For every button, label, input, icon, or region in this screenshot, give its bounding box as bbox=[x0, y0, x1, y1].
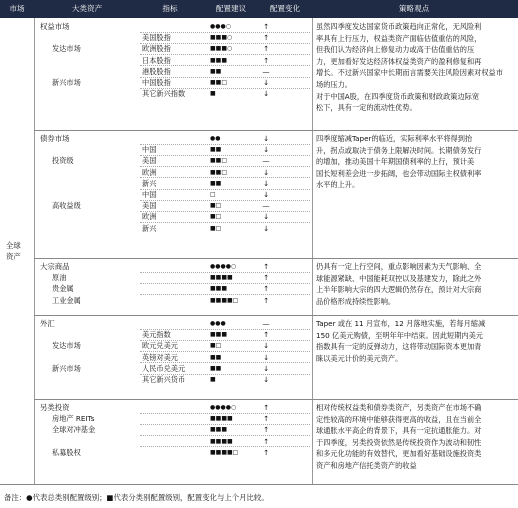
sub-asset-class: 私募股权 bbox=[52, 447, 81, 457]
strategy-view-line: Taper 或在 11 月宣布，12 月落地实施，若每月缩减 bbox=[316, 319, 486, 328]
strategy-view-line: 150 亿美元购债，至明年年中结束。因此短期内美元 bbox=[316, 330, 483, 340]
sub-asset-class: 发达市场 bbox=[52, 341, 81, 351]
indicator: 美国股指 bbox=[142, 33, 171, 43]
strategy-view-line: 松下，具有一定的流动性优势。 bbox=[316, 103, 417, 113]
allocation-level: ■■■■ bbox=[210, 437, 233, 445]
indicator: 新兴 bbox=[142, 223, 157, 233]
allocation-level: ■□ bbox=[210, 202, 222, 210]
market-label-line: 资产 bbox=[6, 252, 21, 261]
indicator: 美国 bbox=[142, 156, 157, 166]
strategy-view-line: 仍具有一定上行空间，重点影响因素为天气影响、全 bbox=[316, 262, 482, 271]
market-label bbox=[6, 240, 30, 262]
allocation-level: ■□ bbox=[210, 342, 222, 350]
strategy-view-line: 四季度缩减Taper的临近，实际利率水平将得到抬 bbox=[316, 134, 473, 143]
strategy-view-line: 但我们认为经济向上修复动力或高于估值重估的压 bbox=[316, 45, 475, 55]
indicator: 美元指数 bbox=[142, 330, 171, 340]
indicator: 欧洲 bbox=[142, 167, 157, 177]
indicator: 美国 bbox=[142, 201, 157, 211]
row-separator bbox=[140, 144, 310, 145]
change-indicator: ↑ bbox=[262, 425, 270, 435]
indicator: 其它新兴指数 bbox=[142, 89, 186, 99]
change-indicator: ↑ bbox=[262, 330, 270, 340]
header-view: 策略观点 bbox=[398, 4, 430, 13]
sub-asset-class: 新兴市场 bbox=[52, 363, 81, 373]
strategy-view-line: 率具有上行压力，权益类资产面临估值重估的风险， bbox=[316, 33, 482, 43]
indicator: 其它新兴货币 bbox=[142, 375, 186, 384]
strategy-view-line: 睐以美元计价的美元资产。 bbox=[316, 353, 403, 363]
header-market: 市场 bbox=[9, 4, 25, 13]
allocation-level: ■■■○ bbox=[210, 45, 233, 53]
strategy-view-line: 指数具有一定的反弹动力，这将带动国际资本更加青 bbox=[316, 342, 482, 352]
change-indicator: ↑ bbox=[262, 273, 270, 283]
change-indicator: ↑ bbox=[262, 44, 270, 54]
section-title: 大宗商品 bbox=[40, 262, 70, 271]
allocation-level: ■□ bbox=[210, 224, 222, 232]
allocation-level: ■ bbox=[210, 376, 216, 383]
indicator: 新兴 bbox=[142, 178, 157, 188]
col-divider bbox=[312, 18, 313, 484]
change-indicator: ↓ bbox=[262, 352, 270, 362]
change-indicator: ↓ bbox=[262, 167, 270, 177]
header-asset-class: 大类资产 bbox=[71, 4, 103, 13]
allocation-level: ■■□ bbox=[210, 168, 228, 176]
section-divider bbox=[34, 315, 518, 316]
table-header bbox=[0, 0, 518, 18]
strategy-view-line: 水平的上升。 bbox=[316, 180, 360, 190]
strategy-view bbox=[316, 402, 514, 472]
change-indicator: ↓ bbox=[262, 375, 270, 384]
change-indicator: ↑ bbox=[262, 295, 270, 305]
sub-asset-class: 房地产 REITs bbox=[52, 414, 95, 424]
strategy-view-line: 品价格形成持续性影响。 bbox=[316, 296, 396, 306]
change-indicator: ↑ bbox=[262, 33, 270, 43]
table-bottom-border bbox=[0, 484, 518, 485]
section-divider bbox=[34, 130, 518, 131]
indicator: 英镑对美元 bbox=[142, 352, 178, 362]
allocation-level: ■■■ bbox=[210, 331, 228, 339]
strategy-view-line: 球通胀水平高企的背景下，具有一定抗通胀能力。对 bbox=[316, 426, 482, 436]
allocation-level: ■■ bbox=[210, 67, 222, 75]
change-indicator: ↑ bbox=[262, 414, 270, 424]
row-separator bbox=[140, 200, 310, 201]
allocation-level: ■■■■□ bbox=[210, 448, 239, 456]
allocation-level: ■ bbox=[210, 90, 216, 98]
sub-asset-class: 高收益级 bbox=[52, 201, 81, 211]
strategy-view-line: 升，拐点或取决于债务上限解决时间。长期债务发行 bbox=[316, 145, 482, 155]
allocation-level: ■■□ bbox=[210, 79, 228, 86]
strategy-view-line: 虽然四季度发达国家货币政策趋向正常化，无风险利 bbox=[316, 22, 482, 31]
allocation-level: ●●●●○ bbox=[210, 263, 237, 270]
row-separator bbox=[140, 189, 310, 190]
allocation-level: ■■■■□ bbox=[210, 296, 239, 304]
allocation-level: ●● bbox=[210, 135, 221, 142]
allocation-level: ■■■■ bbox=[210, 415, 233, 423]
indicator: 人民币兑美元 bbox=[142, 363, 186, 373]
strategy-view bbox=[316, 21, 514, 114]
change-indicator: ↓ bbox=[262, 190, 270, 199]
row-separator bbox=[140, 211, 310, 212]
strategy-view-line: 资产和房地产信托类资产的收益 bbox=[316, 460, 417, 470]
footnote: 备注：●代表总类别配置级别；■代表分类别配置级别，配置变化与上个月比较。 bbox=[4, 493, 269, 502]
sub-asset-class: 原油 bbox=[52, 273, 67, 283]
change-indicator: ↑ bbox=[262, 436, 270, 446]
allocation-level: ■■■ bbox=[210, 56, 228, 64]
strategy-view bbox=[316, 318, 514, 364]
section-title: 权益市场 bbox=[40, 22, 70, 31]
strategy-view-line: 力，更加看好发达经济体权益类资产的盈利修复和再 bbox=[316, 56, 482, 66]
change-indicator: ↑ bbox=[262, 447, 270, 457]
allocation-level: ■■ bbox=[210, 353, 222, 361]
strategy-view-line: 和多元化功能的有效替代，更加看好基础设施投资类 bbox=[316, 449, 482, 459]
allocation-level: ■■ bbox=[210, 179, 222, 187]
change-indicator: — bbox=[262, 319, 270, 328]
indicator: 中国 bbox=[142, 145, 157, 155]
strategy-view bbox=[316, 133, 514, 191]
allocation-level: □ bbox=[210, 191, 216, 198]
change-indicator: ↑ bbox=[262, 403, 270, 412]
col-divider bbox=[34, 18, 35, 484]
allocation-level: ■■ bbox=[210, 146, 222, 154]
indicator: 欧元兑美元 bbox=[142, 341, 178, 351]
change-indicator: — bbox=[262, 201, 270, 211]
allocation-level: ●●●○ bbox=[210, 23, 231, 30]
strategy-view-line: 国长短利差会进一步拓阔，也会带动国际主权债利率 bbox=[316, 168, 482, 178]
allocation-level: ●●● bbox=[210, 320, 226, 327]
change-indicator: ↓ bbox=[262, 178, 270, 188]
header-indicator: 指标 bbox=[162, 4, 178, 13]
change-indicator: ↓ bbox=[262, 78, 270, 87]
strategy-view-line: 对于中国A股，在四季度货币政策和财政政策边际宽 bbox=[316, 91, 480, 101]
change-indicator: ↓ bbox=[262, 223, 270, 233]
strategy-view-line: 的增加，推动美国十年期国债利率的上行，预计美 bbox=[316, 157, 475, 167]
allocation-level: ■■□ bbox=[210, 157, 228, 165]
change-indicator: — bbox=[262, 66, 270, 76]
allocation-level: ■■■ bbox=[210, 426, 228, 434]
strategy-view-line: 增长。不过新兴国家中长期而言需要关注风险因素对权益市 bbox=[316, 68, 503, 78]
allocation-level: ■■■○ bbox=[210, 34, 233, 42]
change-indicator: ↓ bbox=[262, 341, 270, 351]
change-indicator: ↑ bbox=[262, 22, 270, 31]
section-divider bbox=[34, 399, 518, 400]
change-indicator: ↑ bbox=[262, 284, 270, 294]
sub-asset-class: 新兴市场 bbox=[52, 78, 81, 87]
allocation-level: ■■■■ bbox=[210, 274, 233, 282]
strategy-view-line: 于四季度，另类投资依然是传统投资作为波动和韧性 bbox=[316, 437, 482, 447]
change-indicator: — bbox=[262, 156, 270, 166]
section-title: 另类投资 bbox=[40, 403, 70, 412]
allocation-level: ■■ bbox=[210, 364, 222, 372]
indicator: 中国股指 bbox=[142, 78, 171, 87]
strategy-view-line: 相对传统权益类和债券类资产，另类资产在市场不确 bbox=[316, 403, 482, 412]
market-label-line: 全球 bbox=[6, 241, 21, 250]
change-indicator: ↑ bbox=[262, 55, 270, 65]
indicator: 中国 bbox=[142, 190, 157, 199]
sub-asset-class: 贵金属 bbox=[52, 284, 74, 294]
strategy-view-line: 上半年影响大宗的四大逻辑仍然存在，预计对大宗商 bbox=[316, 285, 482, 295]
strategy-view-line: 定性较高的环境中能够获得更高的收益，且在当前全 bbox=[316, 414, 482, 424]
indicator: 欧洲 bbox=[142, 212, 157, 222]
indicator: 欧洲股指 bbox=[142, 44, 171, 54]
change-indicator: ↓ bbox=[262, 363, 270, 373]
indicator: 日本股指 bbox=[142, 55, 171, 65]
change-indicator: ↓ bbox=[262, 134, 270, 143]
sub-asset-class: 发达市场 bbox=[52, 44, 81, 54]
row-separator bbox=[140, 222, 310, 223]
sub-asset-class: 全球对冲基金 bbox=[52, 425, 96, 435]
sub-asset-class: 投资级 bbox=[52, 156, 74, 166]
strategy-view-line: 场的压力。 bbox=[316, 79, 352, 89]
change-indicator: ↓ bbox=[262, 89, 270, 99]
section-title: 债券市场 bbox=[40, 134, 70, 143]
change-indicator: ↓ bbox=[262, 212, 270, 222]
allocation-level: ■□ bbox=[210, 213, 222, 221]
indicator: 港股股指 bbox=[142, 66, 171, 76]
allocation-level: ■■■ bbox=[210, 285, 228, 293]
section-divider bbox=[34, 258, 518, 259]
strategy-view-line: 球能源紧缺、中国能耗双控以及基建发力，除此之外 bbox=[316, 273, 482, 283]
section-title: 外汇 bbox=[40, 319, 55, 328]
row-separator bbox=[140, 177, 310, 178]
header-change: 配置变化 bbox=[269, 4, 301, 13]
allocation-level: ●●●●○ bbox=[210, 404, 237, 411]
sub-asset-class: 工业金属 bbox=[52, 295, 81, 305]
change-indicator: ↑ bbox=[262, 262, 270, 271]
header-allocation: 配置建议 bbox=[215, 4, 247, 13]
change-indicator: ↓ bbox=[262, 145, 270, 155]
strategy-view bbox=[316, 261, 514, 307]
